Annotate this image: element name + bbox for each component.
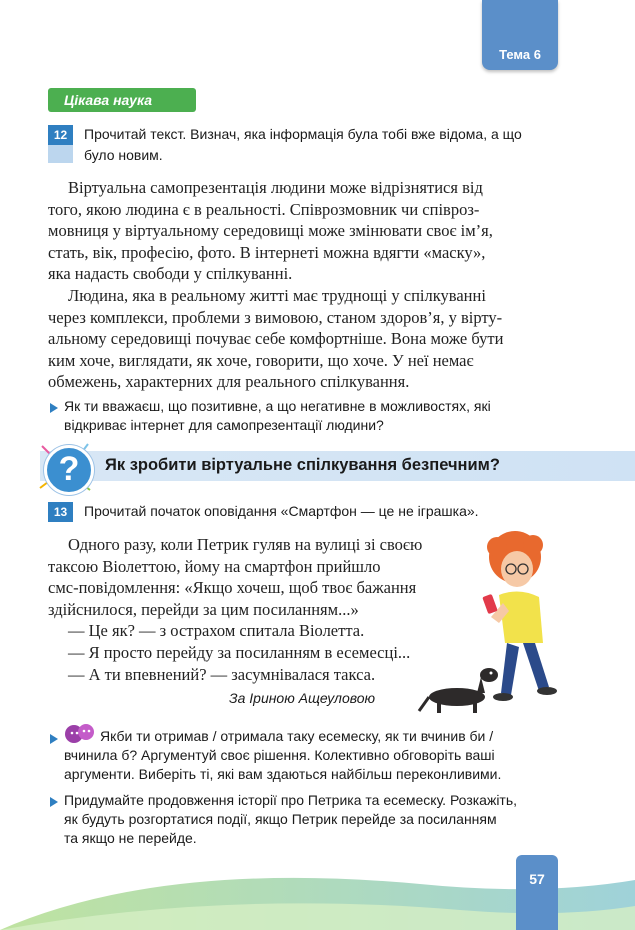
task-number-badge: 13 <box>48 502 73 522</box>
reading-line: обмежень, характерних для реального спілкування. <box>48 372 410 392</box>
reading-line: того, якою людина є в реальності. Співрозмовник чи співроз- <box>48 199 480 219</box>
bullet-arrow-icon <box>50 797 58 807</box>
story-line: — А ти впевнений? — засумнівалася такса. <box>68 664 376 684</box>
question-1 <box>64 397 560 435</box>
reading-line: яка надасть свободи у спілкуванні. <box>48 264 293 284</box>
task-13-text: Прочитай початок оповідання «Смартфон — це не іграшка». <box>84 503 479 519</box>
question-mark-symbol: ? <box>58 450 80 488</box>
task-12-line1: Прочитай текст. Визнач, яка інформація була тобі вже відома, а що <box>84 126 522 142</box>
task-number-tail <box>48 145 73 163</box>
section-label <box>48 88 196 112</box>
reading-line: Людина, яка в реальному житті має труднощі у спілкуванні <box>68 286 486 305</box>
task-number-badge: 12 <box>48 125 73 145</box>
reading-line: стать, вік, професію, фото. В інтернеті можна вдягти «маску», <box>48 242 486 262</box>
question-1-line: Як ти вважаєш, що позитивне, а що негативне в можливостях, які <box>64 398 491 414</box>
question-1-line: відкриває інтернет для самопрезентації людини? <box>64 417 384 433</box>
story-line: смс-повідомлення: «Якщо хочеш, щоб твоє бажання <box>48 578 417 598</box>
question-3-line: та якщо не перейде. <box>64 830 197 846</box>
bullet-arrow-icon <box>50 403 58 413</box>
page-number-tab <box>516 855 558 930</box>
question-3-line: Придумайте продовження історії про Петрика та есемеску. Розкажіть, <box>64 792 518 808</box>
story-text <box>48 534 460 685</box>
section-label-text: Цікава наука <box>64 92 152 108</box>
story-author: За Іриною Ащеуловою <box>229 690 376 706</box>
section-2-title: Як зробити віртуальне спілкування безпечним? <box>105 456 500 474</box>
boy-with-dog-illustration <box>415 525 565 725</box>
reading-line: через комплекси, проблеми з вимовою, станом здоров’я, у вірту- <box>48 307 503 327</box>
story-line: Одного разу, коли Петрик гуляв на вулиці зі своєю <box>68 535 423 554</box>
reading-paragraph-2 <box>48 285 560 393</box>
question-2-line: Якби ти отримав / отримала таку есемеску, як ти вчинив би / <box>100 728 494 744</box>
topic-tab <box>482 0 558 70</box>
bullet-arrow-icon <box>50 734 58 744</box>
reading-line: мовниця у віртуальному середовищі може змінювати своє ім’я, <box>48 221 493 241</box>
topic-label: Тема 6 <box>499 47 541 62</box>
question-2-line: вчинила б? Аргументуй своє рішення. Колективно обговоріть ваші <box>64 747 495 763</box>
question-2 <box>64 727 560 784</box>
task-12-line2: було новим. <box>84 147 163 163</box>
story-line: — Я просто перейду за посиланням в есемесці... <box>68 642 411 662</box>
reading-line: Віртуальна самопрезентація людини може відрізнятися від <box>68 178 483 197</box>
reading-paragraph-1 <box>48 177 560 285</box>
question-3-line: як будуть розгортатися події, якщо Петрик перейде за посиланням <box>64 811 497 827</box>
page-number: 57 <box>529 871 545 887</box>
question-mark-icon <box>44 445 94 495</box>
question-2-line: аргументи. Виберіть ті, які вам здаються найбільш переконливими. <box>64 766 502 782</box>
story-line: — Це як? — з острахом спитала Віолетта. <box>68 621 365 641</box>
reading-line: альному середовищі почуває себе комфортніше. Вона може бути <box>48 329 504 349</box>
story-line: таксою Віолеттою, йому на смартфон прийшло <box>48 556 381 576</box>
reading-line: ким хоче, виглядати, як хоче, говорити, що хоче. У неї немає <box>48 350 474 370</box>
story-line: здійснилося, перейди за цим посиланням...» <box>48 599 359 619</box>
